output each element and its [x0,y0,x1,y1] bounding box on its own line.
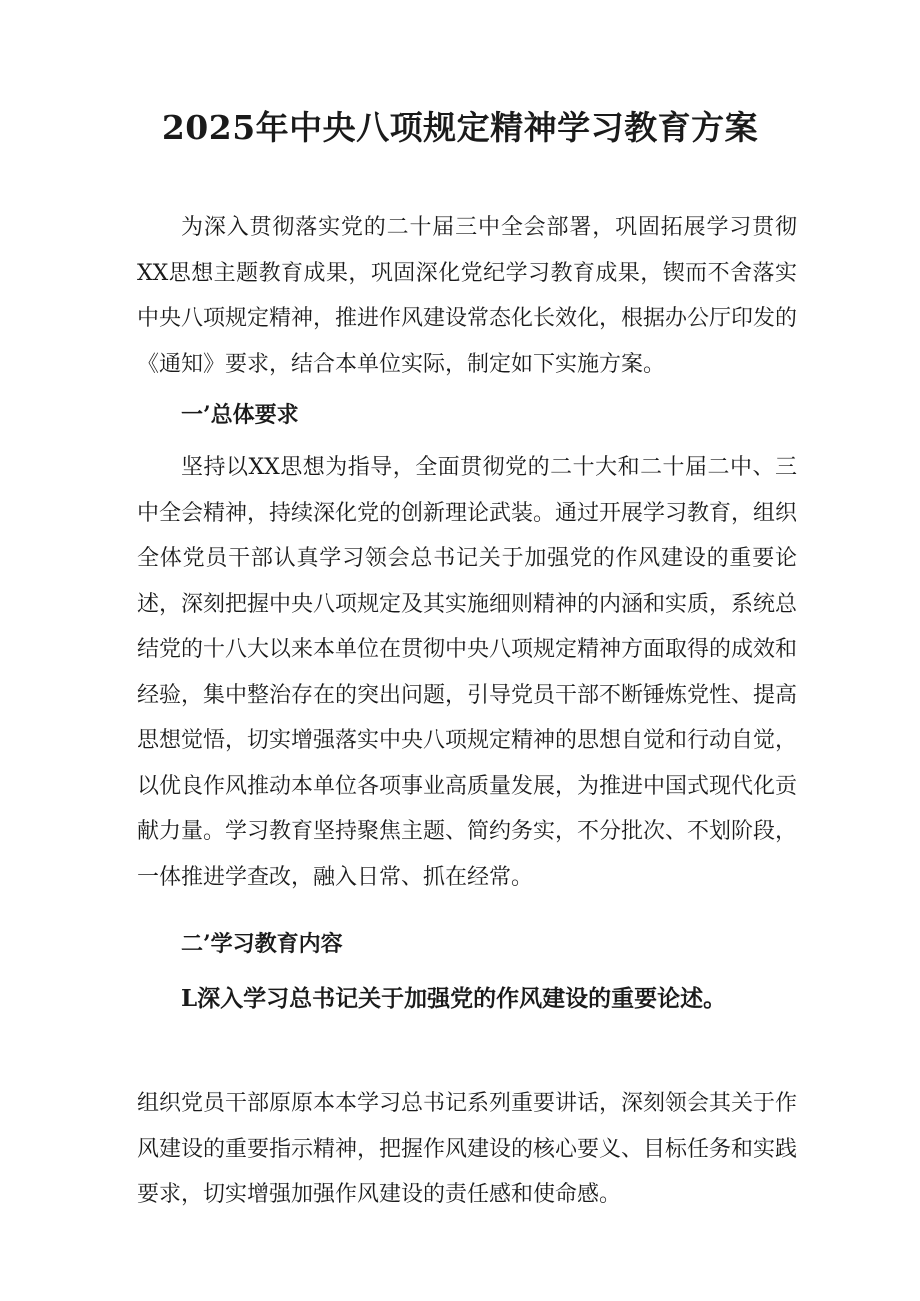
study-item-paragraph: 组织党员干部原原本本学习总书记系列重要讲话，深刻领会其关于作风建设的重要指示精神，把握作风建设的核心要义、目标任务和实践要求，切实增强加强作风建设的责任感和使命感。 [137,1091,798,1207]
study-item-heading: L深入学习总书记关于加强党的作风建设的重要论述。 [181,985,727,1012]
general-requirements-paragraph: 坚持以XX思想为指导，全面贯彻党的二十大和二十届二中、三中全会精神，持续深化党的创新理论武装。通过开展学习教育，组织全体党员干部认真学习领会总书记关于加强党的作风建设的重要论述，深刻把握中央八项规定及其实施细则精神的内涵和实质，系统总结党的十八大以来本单位在贯彻中央八项规定精神方面取得的成效和经验，集中整治存在的突出问题，引导党员干部不断锤炼党性、提高思想觉悟，切实增强落实中央八项规定精神的思想自觉和行动自觉，以优良作风推动本单位各项事业高质量发展，为推进中国式现代化贡献力量。学习教育坚持聚焦主题、简约务实，不分批次、不划阶段，一体推进学查改，融入日常、抓在经常。 [137,455,798,890]
section-heading-study-content: 二’学习教育内容 [181,931,343,957]
document-title: 2025年中央八项规定精神学习教育方案 [161,108,759,147]
intro-paragraph: 为深入贯彻落实党的二十届三中全会部署，巩固拓展学习贯彻XX思想主题教育成果，巩固深化党纪学习教育成果，锲而不舍落实中央八项规定精神，推进作风建设常态化长效化，根据办公厅印发的《通知》要求，结合本单位实际，制定如下实施方案。 [137,215,798,377]
section-heading-general-requirements: 一’总体要求 [181,402,299,428]
